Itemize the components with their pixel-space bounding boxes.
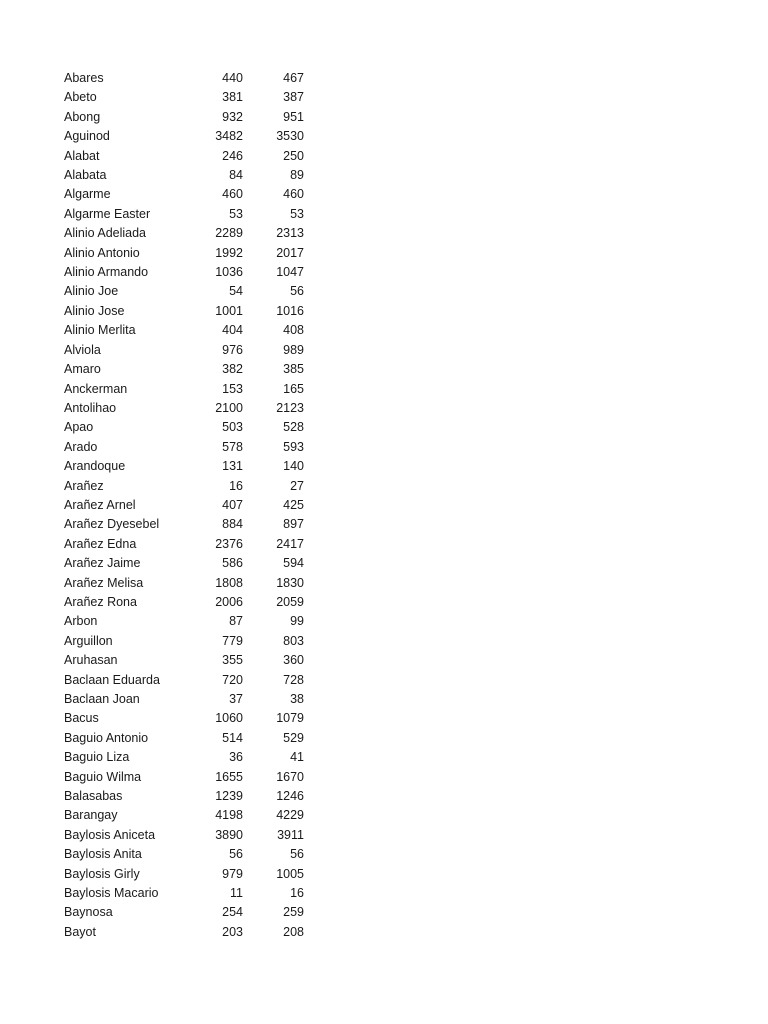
table-row bbox=[64, 709, 304, 728]
table-row bbox=[64, 185, 304, 204]
name-cell: Alviola bbox=[64, 342, 101, 357]
name-cell: Baylosis Girly bbox=[64, 866, 140, 881]
table-row bbox=[64, 205, 304, 224]
value-2-cell: 38 bbox=[290, 692, 304, 706]
value-1-cell: 720 bbox=[222, 672, 243, 687]
value-2-cell: 897 bbox=[283, 517, 304, 532]
name-cell: Amaro bbox=[64, 362, 101, 377]
value-1-cell: 84 bbox=[229, 168, 243, 183]
table-row bbox=[64, 282, 304, 301]
name-cell: Balasabas bbox=[64, 789, 123, 804]
value-2-cell: 529 bbox=[283, 730, 304, 745]
value-1-cell: 131 bbox=[222, 459, 243, 474]
value-1-cell: 2006 bbox=[215, 594, 243, 609]
name-cell: Baguio Antonio bbox=[64, 730, 149, 745]
value-2-cell: 165 bbox=[283, 381, 304, 396]
name-cell: Alinio Adeliada bbox=[64, 226, 147, 241]
name-cell: Anckerman bbox=[64, 381, 128, 396]
table-row bbox=[64, 127, 304, 146]
name-cell: Arguillon bbox=[64, 633, 113, 648]
value-1-cell: 36 bbox=[229, 750, 243, 765]
value-1-cell: 1992 bbox=[215, 245, 243, 260]
value-2-cell: 1016 bbox=[276, 303, 304, 318]
name-cell: Alinio Joe bbox=[64, 284, 119, 299]
value-1-cell: 932 bbox=[222, 109, 243, 124]
name-cell: Arañez Melisa bbox=[64, 575, 144, 590]
value-1-cell: 884 bbox=[222, 517, 243, 532]
value-1-cell: 404 bbox=[222, 323, 243, 338]
value-2-cell: 460 bbox=[283, 187, 304, 202]
value-2-cell: 1670 bbox=[276, 769, 304, 784]
data-table bbox=[64, 69, 304, 942]
table-row bbox=[64, 399, 304, 418]
value-1-cell: 407 bbox=[222, 497, 243, 512]
name-cell: Baguio Wilma bbox=[64, 769, 142, 784]
value-2-cell: 2417 bbox=[276, 536, 304, 551]
table-row bbox=[64, 515, 304, 534]
table-row bbox=[64, 341, 304, 360]
name-cell: Arañez Edna bbox=[64, 536, 137, 551]
value-2-cell: 360 bbox=[283, 653, 304, 668]
table-row bbox=[64, 690, 304, 709]
value-1-cell: 503 bbox=[222, 420, 243, 435]
value-2-cell: 259 bbox=[283, 905, 304, 920]
value-2-cell: 385 bbox=[283, 362, 304, 377]
table-row bbox=[64, 729, 304, 748]
value-1-cell: 381 bbox=[222, 90, 243, 105]
name-cell: Antolihao bbox=[64, 400, 117, 415]
value-2-cell: 1005 bbox=[276, 866, 304, 881]
name-cell: Alinio Armando bbox=[64, 265, 149, 280]
value-2-cell: 528 bbox=[283, 420, 304, 435]
value-1-cell: 1808 bbox=[215, 575, 243, 590]
table-row bbox=[64, 554, 304, 573]
value-1-cell: 3890 bbox=[215, 827, 243, 842]
value-2-cell: 250 bbox=[283, 148, 304, 163]
table-row bbox=[64, 321, 304, 340]
name-cell: Alabata bbox=[64, 168, 107, 183]
value-2-cell: 89 bbox=[290, 168, 304, 183]
table-row bbox=[64, 593, 304, 612]
table-row bbox=[64, 263, 304, 282]
value-2-cell: 56 bbox=[290, 284, 304, 299]
name-cell: Baguio Liza bbox=[64, 750, 130, 765]
name-cell: Aruhasan bbox=[64, 653, 118, 668]
value-1-cell: 246 bbox=[222, 148, 243, 163]
table-row bbox=[64, 496, 304, 515]
value-1-cell: 56 bbox=[229, 847, 243, 862]
name-cell: Abares bbox=[64, 71, 104, 85]
name-cell: Abong bbox=[64, 109, 101, 124]
table-row bbox=[64, 884, 304, 903]
value-1-cell: 355 bbox=[222, 653, 243, 668]
name-cell: Bayot bbox=[64, 924, 96, 939]
value-1-cell: 203 bbox=[222, 924, 243, 939]
table-row bbox=[64, 826, 304, 845]
value-2-cell: 803 bbox=[283, 633, 304, 648]
value-2-cell: 951 bbox=[283, 109, 304, 124]
table-row bbox=[64, 748, 304, 767]
table-row bbox=[64, 302, 304, 321]
value-2-cell: 53 bbox=[290, 206, 304, 221]
table-row bbox=[64, 535, 304, 554]
table-row bbox=[64, 69, 304, 88]
value-2-cell: 2017 bbox=[276, 245, 304, 260]
value-2-cell: 593 bbox=[283, 439, 304, 454]
name-cell: Baylosis Anita bbox=[64, 847, 142, 862]
table-row bbox=[64, 768, 304, 787]
table-row bbox=[64, 845, 304, 864]
value-2-cell: 56 bbox=[290, 847, 304, 862]
value-2-cell: 594 bbox=[283, 556, 304, 571]
name-cell: Arañez Dyesebel bbox=[64, 517, 160, 532]
name-cell: Bacus bbox=[64, 711, 99, 726]
value-1-cell: 2376 bbox=[215, 536, 243, 551]
value-2-cell: 1830 bbox=[276, 575, 304, 590]
name-cell: Baylosis Aniceta bbox=[64, 827, 156, 842]
name-cell: Baynosa bbox=[64, 905, 113, 920]
value-2-cell: 16 bbox=[290, 886, 304, 901]
table-row bbox=[64, 108, 304, 127]
name-cell: Alabat bbox=[64, 148, 100, 163]
value-2-cell: 467 bbox=[283, 71, 304, 85]
table-row bbox=[64, 477, 304, 496]
name-cell: Alinio Merlita bbox=[64, 323, 136, 338]
value-1-cell: 514 bbox=[222, 730, 243, 745]
value-2-cell: 99 bbox=[290, 614, 304, 629]
name-cell: Arbon bbox=[64, 614, 98, 629]
value-2-cell: 728 bbox=[283, 672, 304, 687]
table-row bbox=[64, 457, 304, 476]
name-cell: Barangay bbox=[64, 808, 118, 823]
name-cell: Abeto bbox=[64, 90, 97, 105]
name-cell: Algarme Easter bbox=[64, 206, 151, 221]
value-1-cell: 4198 bbox=[215, 808, 243, 823]
value-2-cell: 3911 bbox=[277, 827, 304, 842]
value-1-cell: 586 bbox=[222, 556, 243, 571]
table-row bbox=[64, 806, 304, 825]
table-row bbox=[64, 224, 304, 243]
value-1-cell: 1239 bbox=[215, 789, 243, 804]
value-1-cell: 440 bbox=[222, 71, 243, 85]
table-row bbox=[64, 787, 304, 806]
table-row bbox=[64, 166, 304, 185]
value-2-cell: 1047 bbox=[276, 265, 304, 280]
table-row bbox=[64, 632, 304, 651]
name-cell: Arañez bbox=[64, 478, 104, 493]
value-2-cell: 41 bbox=[290, 750, 304, 765]
value-1-cell: 979 bbox=[222, 866, 243, 881]
table-row bbox=[64, 612, 304, 631]
table-row bbox=[64, 360, 304, 379]
value-1-cell: 779 bbox=[222, 633, 243, 648]
value-1-cell: 16 bbox=[229, 478, 243, 493]
value-1-cell: 87 bbox=[229, 614, 243, 629]
name-cell: Baclaan Joan bbox=[64, 692, 140, 706]
value-1-cell: 382 bbox=[222, 362, 243, 377]
table-row bbox=[64, 147, 304, 166]
table-row bbox=[64, 903, 304, 922]
name-cell: Arañez Arnel bbox=[64, 497, 136, 512]
table-body bbox=[64, 69, 304, 942]
value-2-cell: 1079 bbox=[276, 711, 304, 726]
value-1-cell: 2289 bbox=[215, 226, 243, 241]
value-2-cell: 387 bbox=[283, 90, 304, 105]
name-cell: Arandoque bbox=[64, 459, 126, 474]
table-row bbox=[64, 865, 304, 884]
value-1-cell: 460 bbox=[222, 187, 243, 202]
value-1-cell: 1001 bbox=[215, 303, 243, 318]
value-2-cell: 208 bbox=[283, 924, 304, 939]
name-cell: Aguinod bbox=[64, 129, 110, 144]
table-row bbox=[64, 438, 304, 457]
table-row bbox=[64, 418, 304, 437]
value-1-cell: 1655 bbox=[215, 769, 243, 784]
value-1-cell: 153 bbox=[222, 381, 243, 396]
name-cell: Alinio Antonio bbox=[64, 245, 140, 260]
value-1-cell: 1036 bbox=[215, 265, 243, 280]
name-cell: Arañez Rona bbox=[64, 594, 137, 609]
value-2-cell: 2313 bbox=[276, 226, 304, 241]
value-2-cell: 4229 bbox=[276, 808, 304, 823]
table-row bbox=[64, 651, 304, 670]
name-cell: Apao bbox=[64, 420, 94, 435]
value-2-cell: 989 bbox=[283, 342, 304, 357]
value-1-cell: 11 bbox=[230, 886, 243, 901]
value-1-cell: 53 bbox=[229, 206, 243, 221]
value-1-cell: 54 bbox=[229, 284, 243, 299]
value-2-cell: 2059 bbox=[276, 594, 304, 609]
table-row bbox=[64, 671, 304, 690]
table-row bbox=[64, 380, 304, 399]
value-2-cell: 425 bbox=[283, 497, 304, 512]
value-2-cell: 140 bbox=[283, 459, 304, 474]
value-1-cell: 2100 bbox=[215, 400, 243, 415]
value-1-cell: 254 bbox=[222, 905, 243, 920]
name-cell: Algarme bbox=[64, 187, 111, 202]
value-2-cell: 1246 bbox=[276, 789, 304, 804]
name-cell: Baylosis Macario bbox=[64, 886, 159, 901]
name-cell: Arañez Jaime bbox=[64, 556, 141, 571]
value-1-cell: 976 bbox=[222, 342, 243, 357]
value-2-cell: 27 bbox=[290, 478, 304, 493]
value-2-cell: 408 bbox=[283, 323, 304, 338]
value-1-cell: 578 bbox=[222, 439, 243, 454]
name-cell: Arado bbox=[64, 439, 98, 454]
value-2-cell: 2123 bbox=[276, 400, 304, 415]
table-row bbox=[64, 574, 304, 593]
value-2-cell: 3530 bbox=[276, 129, 304, 144]
value-1-cell: 37 bbox=[229, 692, 243, 706]
value-1-cell: 1060 bbox=[215, 711, 243, 726]
name-cell: Baclaan Eduarda bbox=[64, 672, 160, 687]
name-cell: Alinio Jose bbox=[64, 303, 125, 318]
table-row bbox=[64, 244, 304, 263]
table-row bbox=[64, 88, 304, 107]
table-row bbox=[64, 923, 304, 942]
value-1-cell: 3482 bbox=[215, 129, 243, 144]
